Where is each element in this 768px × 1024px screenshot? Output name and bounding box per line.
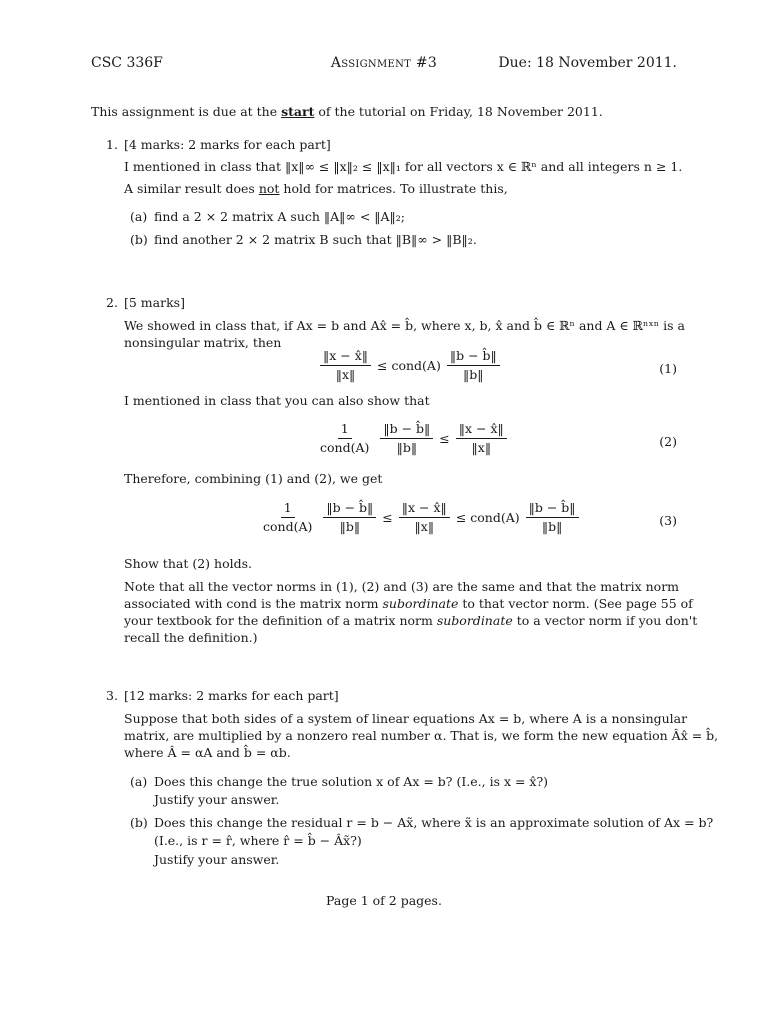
emphasis-start: start	[281, 104, 315, 119]
q3-part-a-line1: Does this change the true solution x of Ax = b? (I.e., is x = x̂?)	[154, 774, 549, 789]
due-date: Due: 18 November 2011.	[498, 55, 677, 71]
q1-marks: [4 marks: 2 marks for each part]	[124, 137, 331, 152]
q3-part-b-line2: (I.e., is r = r̂, where r̂ = b̂ − Âx̃?)	[154, 833, 362, 848]
page-footer: Page 1 of 2 pages.	[326, 893, 442, 908]
eq3-label: (3)	[659, 513, 677, 528]
eq1-frac-right: $\frac{‖b - b̂‖}{‖b‖}$	[447, 348, 500, 383]
equation-1: $\frac{‖x - x̂‖}{‖x‖}$ ≤ cond(A) $\frac{‖b - b̂‖}{‖b‖}$	[318, 348, 502, 383]
q1-part-a-label: (a)	[130, 209, 148, 224]
eq2-frac-x: $\frac{‖x - x̂‖}{‖x‖}$	[456, 421, 507, 456]
q2-marks: [5 marks]	[124, 295, 185, 310]
q1-part-b-label: (b)	[130, 232, 148, 247]
q3-part-b-line3: Justify your answer.	[154, 852, 280, 867]
q2-text3: Therefore, combining (1) and (2), we get	[124, 471, 383, 486]
q2-text2: I mentioned in class that you can also show that	[124, 393, 430, 408]
q2-note-d: recall the definition.)	[124, 630, 258, 645]
q1-line2: A similar result does not hold for matrices. To illustrate this,	[124, 181, 508, 196]
q1-part-a-text: find a 2 × 2 matrix A such ‖A‖∞ < ‖A‖₂;	[154, 209, 406, 224]
q2-note-c: your textbook for the definition of a matrix norm subordinate to a vector norm if you don't	[124, 613, 698, 628]
page-title: Assignment #3	[330, 55, 438, 71]
q2-intro-a: We showed in class that, if Ax = b and Ax̂ = b̂, where x, b, x̂ and b̂ ∈ ℝⁿ and A ∈ ℝⁿˣⁿ is a	[124, 318, 685, 333]
eq1-frac-left: $\frac{‖x - x̂‖}{‖x‖}$	[320, 348, 371, 383]
q1-number: 1.	[106, 137, 118, 152]
q3-part-b-label: (b)	[130, 815, 148, 830]
q3-number: 3.	[106, 688, 118, 703]
q3-marks: [12 marks: 2 marks for each part]	[124, 688, 339, 703]
q3-part-a-line2: Justify your answer.	[154, 792, 280, 807]
q2-show: Show that (2) holds.	[124, 556, 252, 571]
equation-3: $\frac{1}{\text{cond(A)}}$ $\frac{‖b - b̂‖}{‖b‖}$ ≤ $\frac{‖x - x̂‖}{‖x‖}$ ≤ cond(A) $\frac{‖b - b̂‖}{‖b‖}$	[258, 500, 581, 535]
eq2-frac-cond: $\frac{1}{\text{cond(A)}}$	[320, 421, 370, 455]
equation-2: $\frac{1}{\text{cond(A)}}$ $\frac{‖b - b̂‖}{‖b‖}$ ≤ $\frac{‖x - x̂‖}{‖x‖}$	[315, 421, 509, 456]
q3-part-a-label: (a)	[130, 774, 148, 789]
course-code: CSC 336F	[91, 55, 163, 71]
eq2-frac-b: $\frac{‖b - b̂‖}{‖b‖}$	[380, 421, 433, 456]
q2-note-a: Note that all the vector norms in (1), (2) and (3) are the same and that the matrix norm	[124, 579, 680, 594]
q1-line1: I mentioned in class that ‖x‖∞ ≤ ‖x‖₂ ≤ ‖x‖₁ for all vectors x ∈ ℝⁿ and all integers n ≥ 1.	[124, 159, 683, 174]
q3-intro-b: matrix, are multiplied by a nonzero real number α. That is, we form the new equation Âx̂ = b̂,	[124, 728, 719, 743]
eq3-frac-b: $\frac{‖b - b̂‖}{‖b‖}$	[323, 500, 376, 535]
q2-number: 2.	[106, 295, 118, 310]
q1-part-b-text: find another 2 × 2 matrix B such that ‖B‖∞ > ‖B‖₂.	[154, 232, 477, 247]
q3-part-b-line1: Does this change the residual r = b − Ax̃, where x̃ is an approximate solution of Ax = b?	[154, 815, 714, 830]
q3-intro-c: where Â = αA and b̂ = αb.	[124, 745, 291, 760]
eq3-frac-b2: $\frac{‖b - b̂‖}{‖b‖}$	[526, 500, 579, 535]
q2-intro-b: nonsingular matrix, then	[124, 335, 282, 350]
eq1-label: (1)	[659, 361, 677, 376]
q3-intro-a: Suppose that both sides of a system of linear equations Ax = b, where A is a nonsingular	[124, 711, 688, 726]
eq2-label: (2)	[659, 434, 677, 449]
q2-note-b: associated with cond is the matrix norm subordinate to that vector norm. (See page 55 of	[124, 596, 693, 611]
eq3-frac-x: $\frac{‖x - x̂‖}{‖x‖}$	[399, 500, 450, 535]
eq3-frac-cond: $\frac{1}{\text{cond(A)}}$	[263, 500, 313, 534]
intro-line: This assignment is due at the start of the tutorial on Friday, 18 November 2011.	[91, 104, 603, 119]
